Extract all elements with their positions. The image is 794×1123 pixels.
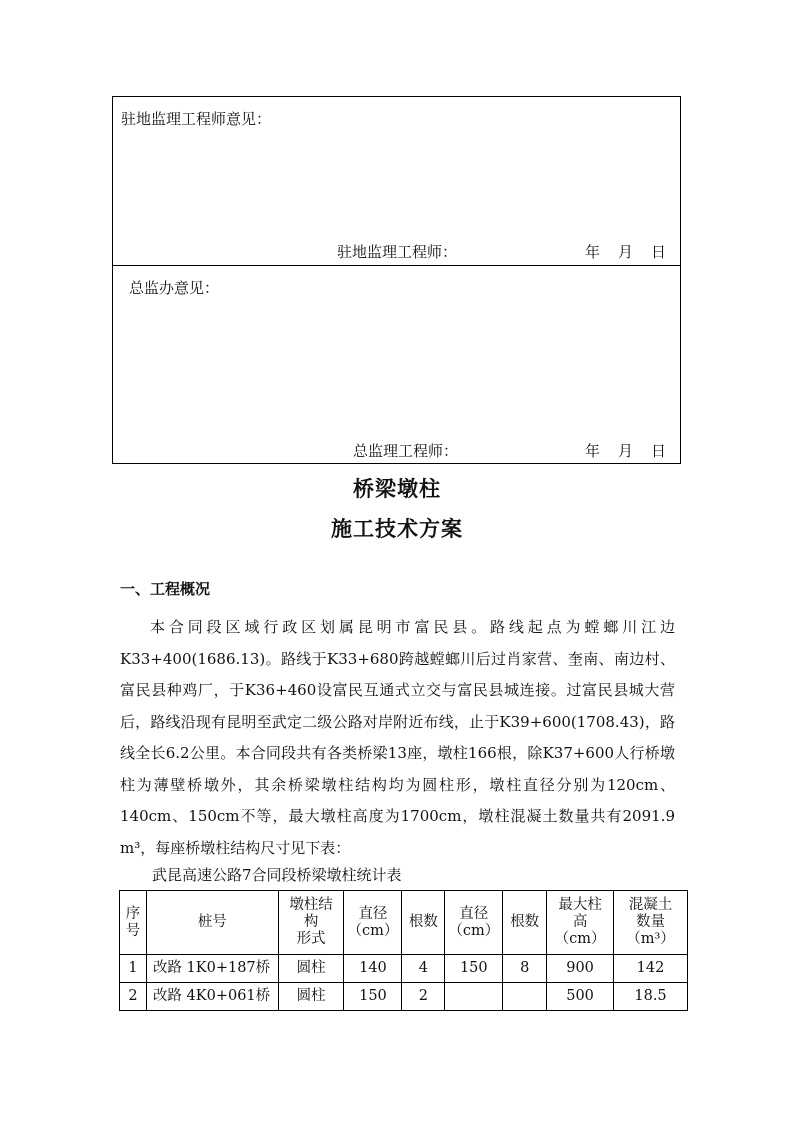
table-row [120, 955, 688, 983]
cell-index: 1 [120, 955, 147, 983]
date-month: 月 [618, 243, 634, 261]
section-heading: 一、工程概况 [120, 580, 211, 598]
resident-signature-label: 驻地监理工程师： [337, 243, 458, 261]
cell-count-2: 8 [503, 955, 547, 983]
header-concrete-volume: 混凝土 数量 （m³） [614, 891, 688, 955]
cell-diameter-2 [445, 983, 503, 1011]
cell-count-2 [503, 983, 547, 1011]
pier-statistics-table [119, 890, 688, 1011]
cell-station: 改路 4K0+061桥 [146, 983, 278, 1011]
cell-count-1: 4 [402, 955, 445, 983]
chief-signature-label: 总监理工程师： [353, 442, 459, 460]
cell-station: 改路 1K0+187桥 [146, 955, 278, 983]
cell-structure: 圆柱 [278, 983, 344, 1011]
document-title-line1: 桥梁墩柱 [353, 477, 441, 501]
table-header-row [120, 891, 688, 955]
resident-engineer-section [113, 97, 680, 266]
chief-opinion-label: 总监办意见： [129, 279, 220, 297]
header-station: 桩号 [146, 891, 278, 955]
cell-max-height: 500 [547, 983, 614, 1011]
date-day: 日 [651, 442, 667, 460]
cell-concrete-volume: 142 [614, 955, 688, 983]
resident-opinion-label: 驻地监理工程师意见： [121, 110, 272, 128]
resident-date [585, 241, 666, 262]
overview-paragraph: 本合同段区域行政区划属昆明市富民县。路线起点为螳螂川江边K33+400(1686.13)。路线于K33+680跨越螳螂川后过肖家营、奎南、南边村、富民县种鸡厂，于K36+460设富民互通式立交与富民县城连接。过富民县城大营后，路线沿现有昆明至武定二级公路对岸附近布线，止于K39+600(1708.43)，路线全长6.2公里。本合同段共有各类桥梁13座，墩柱166根，除K37+600人行桥墩柱为薄壁桥墩外，其余桥梁墩柱结构均为圆柱形，墩柱直径分别为120cm、140cm、150cm不等，最大墩柱高度为1700cm，墩柱混凝土数量共有2091.9 m³，每座桥墩柱结构尺寸见下表： [120, 618, 675, 857]
date-year: 年 [585, 243, 601, 261]
cell-count-1: 2 [402, 983, 445, 1011]
cell-structure: 圆柱 [278, 955, 344, 983]
review-opinion-box [112, 96, 681, 464]
header-index: 序 号 [120, 891, 147, 955]
header-structure: 墩柱结 构 形式 [278, 891, 344, 955]
cell-concrete-volume: 18.5 [614, 983, 688, 1011]
cell-diameter-1: 140 [344, 955, 402, 983]
cell-diameter-2: 150 [445, 955, 503, 983]
date-month: 月 [618, 442, 634, 460]
cell-diameter-1: 150 [344, 983, 402, 1011]
chief-office-section [113, 265, 680, 464]
date-day: 日 [651, 243, 667, 261]
table-caption: 武昆高速公路7合同段桥梁墩柱统计表 [152, 866, 402, 884]
cell-index: 2 [120, 983, 147, 1011]
header-count-2: 根数 [503, 891, 547, 955]
chief-date [585, 440, 666, 461]
date-year: 年 [585, 442, 601, 460]
table-row [120, 983, 688, 1011]
header-diameter-2: 直径 （cm） [445, 891, 503, 955]
header-diameter-1: 直径 （cm） [344, 891, 402, 955]
cell-max-height: 900 [547, 955, 614, 983]
header-max-height: 最大柱 高 （cm） [547, 891, 614, 955]
document-title-line2: 施工技术方案 [331, 517, 463, 541]
header-count-1: 根数 [402, 891, 445, 955]
